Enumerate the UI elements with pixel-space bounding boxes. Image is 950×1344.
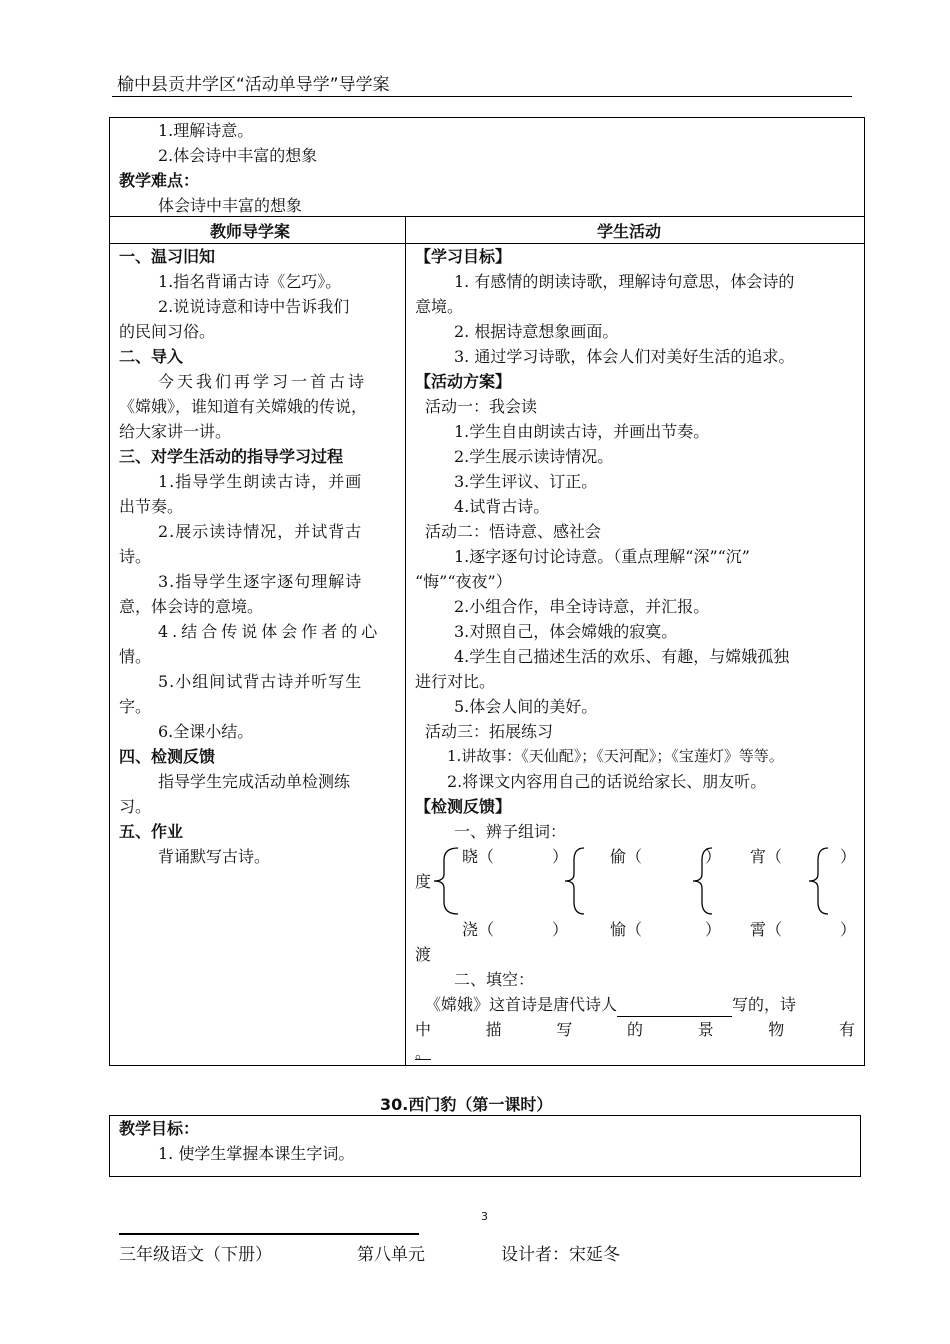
table-column-divider [405, 216, 406, 1066]
left-line: 背诵默写古诗。 [158, 847, 271, 866]
word-tou: 偷（ [610, 847, 643, 866]
left-line: 指导学生完成活动单检测练 [158, 772, 351, 791]
left-line: 3.指导学生逐字逐句理解诗 [158, 572, 363, 591]
left-line: 习。 [119, 797, 152, 816]
footer-rule [119, 1233, 419, 1235]
right-line: “悔”“夜夜”） [415, 572, 512, 591]
footer-designer: 设计者：宋延冬 [501, 1245, 620, 1265]
left-line: 给大家讲一讲。 [119, 422, 232, 441]
word-paren: ） [840, 920, 857, 939]
fill-char: 写 [556, 1020, 573, 1039]
brace-4 [806, 846, 830, 916]
word-xiao: 晓（ [462, 847, 495, 866]
left-line: 字。 [119, 697, 152, 716]
right-line: 1. 有感情的朗读诗歌，理解诗句意思，体会诗的 [454, 272, 795, 291]
right-line: 3.学生评议、订正。 [454, 472, 598, 491]
left-line: 情。 [119, 647, 152, 666]
right-line: 5.体会人间的美好。 [454, 697, 598, 716]
document-header-title: 榆中县贡井学区“活动单导学”导学案 [117, 75, 390, 95]
right-line: 4.试背古诗。 [454, 497, 550, 516]
right-line: 2.学生展示读诗情况。 [454, 447, 614, 466]
fill-char: 有 [838, 1020, 855, 1039]
fill-char: 景 [697, 1020, 714, 1039]
fill-char: 描 [485, 1020, 502, 1039]
word-paren: ） [552, 920, 569, 939]
right-line: 意境。 [415, 297, 464, 316]
fill-line-3: 。 [415, 1043, 432, 1062]
fill-blank-poet[interactable] [617, 998, 732, 1017]
left-section-2: 二、导入 [119, 347, 184, 366]
difficulty-text: 体会诗中丰富的想象 [158, 196, 303, 215]
right-line: 3.对照自己，体会嫦娥的寂寞。 [454, 622, 678, 641]
fill-text-a: 《嫦娥》这首诗是唐代诗人 [425, 995, 618, 1014]
fill-line-2 [415, 1017, 855, 1042]
word-paren: ） [705, 847, 722, 866]
right-line: 4.学生自己描述生活的欢乐、有趣，与嫦娥孤独 [454, 647, 790, 666]
fill-char: 中 [415, 1020, 432, 1039]
word-paren: ） [840, 847, 857, 866]
left-section-4: 四、检测反馈 [119, 747, 216, 766]
column-header-student: 学生活动 [597, 222, 662, 241]
brace-1 [430, 846, 460, 916]
word-du2: 渡 [415, 945, 432, 964]
fill-char: 的 [626, 1020, 643, 1039]
fill-text-b: 写的，诗 [732, 995, 797, 1014]
left-section-5: 五、作业 [119, 822, 184, 841]
left-line: 5.小组间试背古诗并听写生 [158, 672, 363, 691]
left-line: 6.全课小结。 [158, 722, 254, 741]
left-line: 1.指名背诵古诗《乞巧》。 [158, 272, 342, 291]
right-line: 2. 根据诗意想象画面。 [454, 322, 619, 341]
fill-label: 二、填空： [454, 970, 535, 989]
word-xiao3: 霄（ [750, 920, 783, 939]
left-line: 2.说说诗意和诗中告诉我们 [158, 297, 350, 316]
page-number: 3 [481, 1210, 488, 1223]
right-heading-goals: 【学习目标】 [415, 247, 512, 266]
header-rule [112, 96, 852, 97]
left-section-3: 三、对学生活动的指导学习过程 [119, 447, 344, 466]
activity-1-title: 活动一：我会读 [425, 397, 538, 416]
column-header-teacher: 教师导学案 [210, 222, 291, 241]
left-line: 诗。 [119, 547, 152, 566]
right-line: 2.小组合作，串全诗诗意，并汇报。 [454, 597, 710, 616]
right-line: 1.逐字逐句讨论诗意。（重点理解“深”“沉” [454, 547, 750, 566]
left-line: 的民间习俗。 [119, 322, 216, 341]
word-du: 度 [415, 872, 432, 891]
activity-3-title: 活动三：拓展练习 [425, 722, 554, 741]
fill-line-1 [425, 992, 796, 1017]
left-line: 2.展示读诗情况，并试背古 [158, 522, 363, 541]
top-line-1: 1.理解诗意。 [158, 121, 254, 140]
right-line: 2.将课文内容用自己的话说给家长、朋友听。 [447, 772, 767, 791]
footer-unit: 第八单元 [357, 1245, 425, 1265]
brace-2 [562, 846, 586, 916]
right-heading-plan: 【活动方案】 [415, 372, 512, 391]
footer-grade: 三年级语文（下册） [119, 1245, 272, 1265]
word-jiao: 浇（ [462, 920, 495, 939]
left-section-1: 一、温习旧知 [119, 247, 216, 266]
word-xiao2: 宵（ [750, 847, 783, 866]
left-line: 今天我们再学习一首古诗 [158, 372, 368, 391]
top-line-2: 2.体会诗中丰富的想象 [158, 146, 318, 165]
right-heading-check: 【检测反馈】 [415, 797, 512, 816]
right-line: 进行对比。 [415, 672, 496, 691]
fill-char: 物 [768, 1020, 785, 1039]
left-line: 《嫦娥》，谁知道有关嫦娥的传说， [119, 397, 368, 416]
left-line: 4.结合传说体会作者的心 [158, 622, 382, 641]
right-line: 一、辨子组词： [454, 822, 567, 841]
word-paren: ） [705, 920, 722, 939]
lesson-30-title: 30.西门豹（第一课时） [380, 1095, 553, 1114]
left-line: 意，体会诗的意境。 [119, 597, 264, 616]
lesson-30-goal-1: 1. 使学生掌握本课生字词。 [158, 1144, 355, 1163]
difficulty-label: 教学难点： [119, 171, 200, 190]
lesson-30-goal-label: 教学目标： [119, 1119, 200, 1138]
brace-3 [690, 846, 714, 916]
word-paren: ） [552, 847, 569, 866]
right-line: 1.学生自由朗读古诗，并画出节奏。 [454, 422, 710, 441]
activity-2-title: 活动二：悟诗意、感社会 [425, 522, 602, 541]
left-line: 出节奏。 [119, 497, 184, 516]
word-yu: 愉（ [610, 920, 643, 939]
right-line: 1.讲故事：《天仙配》；《天河配》；《宝莲灯》等等。 [447, 747, 784, 765]
left-line: 1.指导学生朗读古诗，并画 [158, 472, 363, 491]
right-line: 3. 通过学习诗歌，体会人们对美好生活的追求。 [454, 347, 795, 366]
